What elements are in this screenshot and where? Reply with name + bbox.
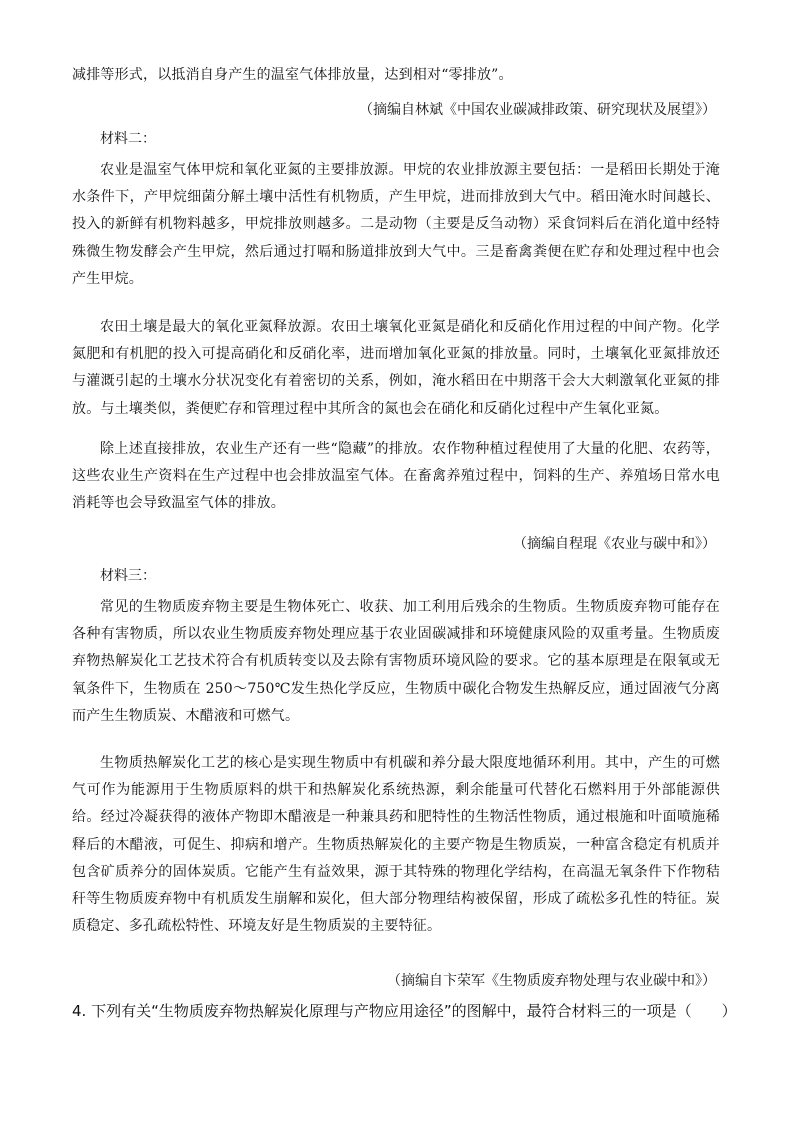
material-3-heading: 材料三： [100, 568, 156, 584]
material-2-paragraph-3: 除上述直接排放，农业生产还有一些“隐藏”的排放。农作物种植过程使用了大量的化肥、农药等，这些农业生产资料在生产过程中也会排放温室气体。在畜禽养殖过程中，饲料的生产、养殖场日常水电消耗等也会导致温室气体的排放。 [72, 441, 720, 512]
material-2-heading: 材料二： [100, 131, 156, 147]
material-2-paragraph-2: 农田土壤是最大的氧化亚氮释放源。农田土壤氧化亚氮是硝化和反硝化作用过程的中间产物。化学氮肥和有机肥的投入可提高硝化和反硝化率，进而增加氧化亚氮的排放量。同时，土壤氧化亚氮排放还与灌溉引起的土壤水分状况变化有着密切的关系，例如，淹水稻田在中期落干会大大刺激氧化亚氮的排放。与土壤类似，粪便贮存和管理过程中其所含的氮也会在硝化和反硝化过程中产生氧化亚氮。 [72, 319, 720, 417]
material-2-paragraph-1: 农业是温室气体甲烷和氧化亚氮的主要排放源。甲烷的农业排放源主要包括：一是稻田长期处于淹水条件下，产甲烷细菌分解土壤中活性有机物质，产生甲烷，进而排放到大气中。稻田淹水时间越长、投入的新鲜有机物料越多，甲烷排放则越多。二是动物（主要是反刍动物）采食饲料后在消化道中经特殊微生物发酵会产生甲烷，然后通过打嗝和肠道排放到大气中。三是畜禽粪便在贮存和处理过程中也会产生甲烷。 [72, 162, 720, 287]
material-3-paragraph-2: 生物质热解炭化工艺的核心是实现生物质中有机碳和养分最大限度地循环利用。其中，产生的可燃气可作为能源用于生物质原料的烘干和热解炭化系统热源，剩余能量可代替化石燃料用于外部能源供给。经过冷凝获得的液体产物即木醋液是一种兼具药和肥特性的生物活性物质，通过根施和叶面喷施稀释后的木醋液，可促生、抑病和增产。生物质热解炭化的主要产物是生物质炭，一种富含稳定有机质并包含矿质养分的固体炭质。它能产生有益效果，源于其特殊的物理化学结构，在高温无氧条件下作物秸秆等生物质废弃物中有机质发生崩解和炭化，但大部分物理结构被保留，形成了疏松多孔性的特征。炭质稳定、多孔疏松特性、环境友好是生物质炭的主要特征。 [72, 755, 720, 935]
intro-line: 减排等形式，以抵消自身产生的温室气体排放量，达到相对“零排放”。 [72, 67, 513, 83]
question-4: 4. 下列有关“生物质废弃物热解炭化原理与产物应用途径”的图解中，最符合材料三的一项是（ ） [72, 1002, 737, 1020]
source-citation-3: （摘编自卞荣军《生物质废弃物处理与农业碳中和》） [387, 973, 716, 989]
source-citation-2: （摘编自程琨《农业与碳中和》） [513, 536, 716, 552]
material-3-paragraph-1: 常见的生物质废弃物主要是生物体死亡、收获、加工利用后残余的生物质。生物质废弃物可能存在各种有害物质，所以农业生物质废弃物处理应基于农业固碳减排和环境健康风险的双重考量。生物质废弃物热解炭化工艺技术符合有机质转变以及去除有害物质环境风险的要求。它的基本原理是在限氧或无氧条件下，生物质在 250～750℃发生热化学反应，生物质中碳化合物发生热解反应，通过固液气分离而产生生物质炭、木醋液和可燃气。 [72, 599, 720, 724]
source-citation-1: （摘编自林斌《中国农业碳减排政策、研究现状及展望》） [359, 102, 716, 118]
